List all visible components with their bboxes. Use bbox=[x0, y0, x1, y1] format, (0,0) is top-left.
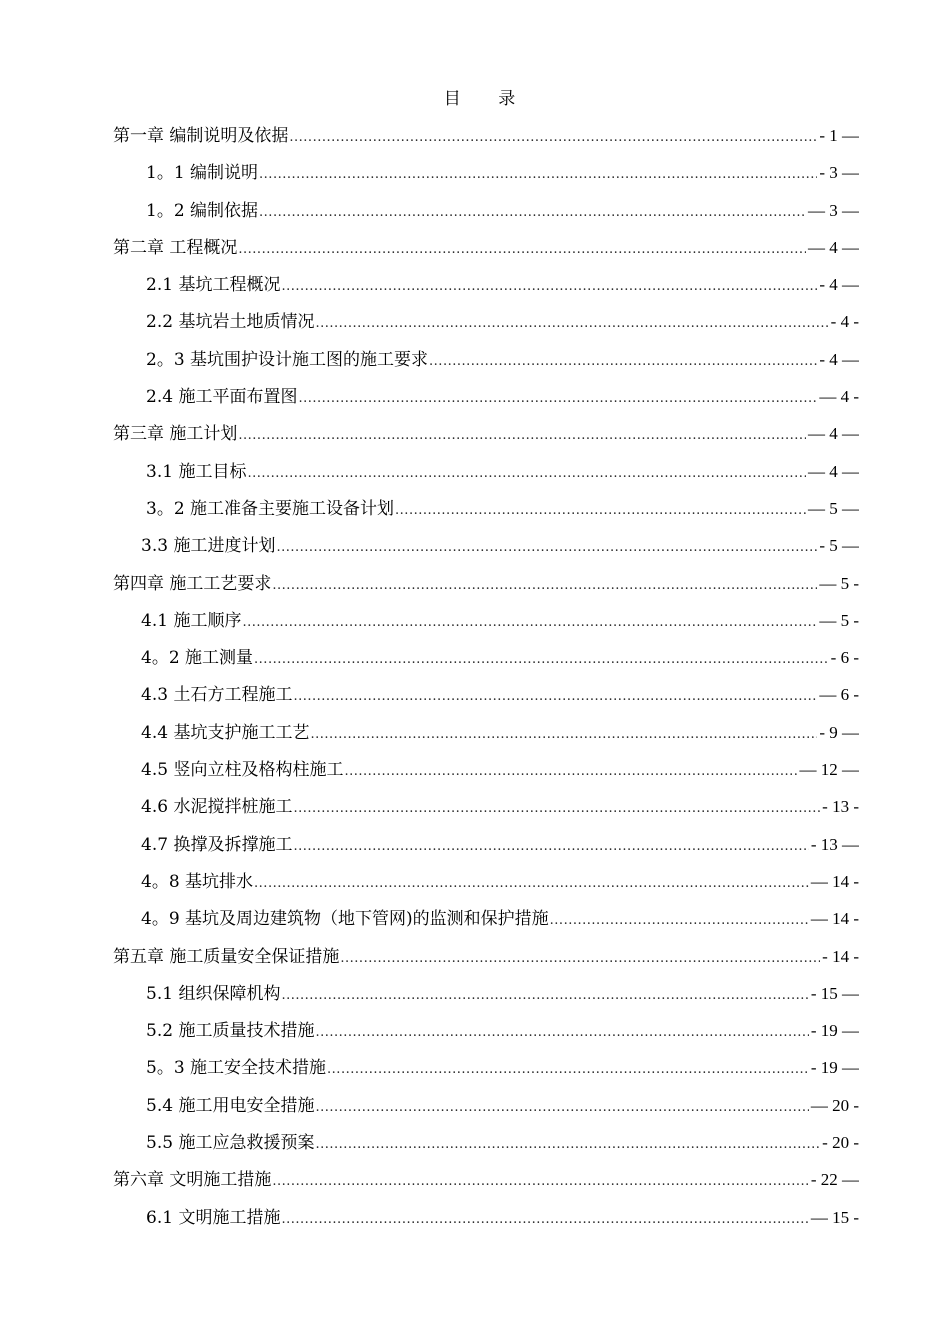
toc-dot-leader bbox=[289, 119, 817, 154]
toc-entry-label: 第三章 施工计划 bbox=[113, 424, 238, 445]
toc-section-entry[interactable] bbox=[113, 900, 859, 937]
toc-entry-page-number: - 22 — bbox=[810, 1170, 859, 1190]
toc-section-entry[interactable] bbox=[113, 639, 859, 676]
toc-dot-leader bbox=[272, 567, 817, 602]
toc-entry-label: 第二章 工程概况 bbox=[113, 237, 238, 258]
toc-entry-page-number: - 13 - bbox=[822, 797, 859, 817]
toc-entry-page-number: - 14 - bbox=[822, 946, 859, 966]
toc-entry-page-number: — 14 - bbox=[810, 871, 859, 891]
toc-entry-page-number: - 15 — bbox=[810, 983, 859, 1003]
toc-entry-label: 4。9 基坑及周边建筑物（地下管网)的监测和保护措施 bbox=[141, 909, 549, 930]
toc-entry-label: 2.4 施工平面布置图 bbox=[146, 387, 298, 408]
toc-entry-label: 5.5 施工应急救援预案 bbox=[146, 1133, 315, 1154]
toc-entry-page-number: — 4 - bbox=[819, 387, 859, 407]
toc-entry-page-number: - 4 — bbox=[819, 275, 859, 295]
toc-entry-page-number: - 3 — bbox=[819, 163, 859, 183]
toc-entry-page-number: — 4 — bbox=[808, 424, 859, 444]
toc-entry-page-number: - 19 — bbox=[810, 1021, 859, 1041]
toc-entry-label: 1。2 编制依据 bbox=[146, 200, 259, 221]
toc-section-entry[interactable] bbox=[113, 490, 859, 527]
toc-section-entry[interactable] bbox=[113, 714, 859, 751]
toc-entry-label: 第一章 编制说明及依据 bbox=[113, 126, 289, 146]
toc-dot-leader bbox=[272, 1163, 808, 1198]
toc-list bbox=[113, 117, 859, 1236]
toc-entry-label: 第四章 施工工艺要求 bbox=[113, 573, 272, 594]
toc-entry-label: 2.1 基坑工程概况 bbox=[146, 275, 281, 296]
toc-entry-page-number: — 3 — bbox=[808, 200, 859, 220]
toc-entry-label: 2.2 基坑岩土地质情况 bbox=[146, 312, 315, 333]
toc-dot-leader bbox=[344, 753, 797, 788]
toc-chapter-entry[interactable] bbox=[113, 565, 859, 602]
toc-dot-leader bbox=[242, 604, 817, 639]
toc-dot-leader bbox=[247, 455, 806, 490]
toc-dot-leader bbox=[293, 828, 808, 863]
toc-section-entry[interactable] bbox=[113, 1012, 859, 1049]
toc-section-entry[interactable] bbox=[113, 1199, 859, 1236]
toc-dot-leader bbox=[315, 1126, 820, 1161]
toc-entry-page-number: - 4 - bbox=[830, 312, 859, 332]
toc-entry-label: 5.4 施工用电安全措施 bbox=[146, 1095, 315, 1116]
toc-dot-leader bbox=[310, 716, 817, 751]
toc-section-entry[interactable] bbox=[113, 154, 859, 191]
toc-entry-label: 4.3 土石方工程施工 bbox=[141, 685, 293, 706]
toc-dot-leader bbox=[395, 492, 806, 527]
toc-entry-page-number: - 19 — bbox=[810, 1058, 859, 1078]
toc-entry-label: 5。3 施工安全技术措施 bbox=[146, 1058, 327, 1079]
toc-dot-leader bbox=[281, 977, 808, 1012]
toc-dot-leader bbox=[281, 268, 817, 303]
toc-section-entry[interactable] bbox=[113, 453, 859, 490]
toc-entry-label: 4。8 基坑排水 bbox=[141, 871, 254, 892]
toc-title: 目 录 bbox=[443, 89, 532, 109]
toc-dot-leader bbox=[293, 790, 820, 825]
toc-entry-page-number: - 20 - bbox=[822, 1133, 859, 1153]
toc-entry-page-number: — 5 - bbox=[819, 573, 859, 593]
toc-entry-page-number: - 5 — bbox=[819, 536, 859, 556]
toc-section-entry[interactable] bbox=[113, 192, 859, 229]
toc-dot-leader bbox=[315, 1014, 808, 1049]
toc-entry-label: 4。2 施工测量 bbox=[141, 648, 254, 669]
toc-section-entry[interactable] bbox=[113, 1124, 859, 1161]
toc-entry-label: 1。1 编制说明 bbox=[146, 163, 259, 184]
toc-section-entry[interactable] bbox=[113, 751, 859, 788]
toc-entry-page-number: — 4 — bbox=[808, 461, 859, 481]
toc-entry-page-number: — 6 - bbox=[819, 685, 859, 705]
toc-dot-leader bbox=[340, 940, 820, 975]
toc-section-entry[interactable] bbox=[113, 676, 859, 713]
toc-entry-page-number: — 12 — bbox=[799, 760, 859, 780]
toc-section-entry[interactable] bbox=[113, 788, 859, 825]
toc-section-entry[interactable] bbox=[113, 602, 859, 639]
toc-chapter-entry[interactable] bbox=[113, 1161, 859, 1198]
toc-entry-label: 4.4 基坑支护施工工艺 bbox=[141, 722, 310, 743]
toc-entry-label: 5.2 施工质量技术措施 bbox=[146, 1021, 315, 1042]
toc-chapter-entry[interactable] bbox=[113, 415, 859, 452]
toc-entry-label: 第五章 施工质量安全保证措施 bbox=[113, 946, 340, 967]
toc-dot-leader bbox=[315, 1089, 808, 1124]
toc-entry-page-number: — 5 - bbox=[819, 610, 859, 630]
toc-entry-label: 6.1 文明施工措施 bbox=[146, 1207, 281, 1228]
toc-dot-leader bbox=[259, 156, 817, 191]
toc-section-entry[interactable] bbox=[113, 975, 859, 1012]
toc-dot-leader bbox=[281, 1201, 808, 1236]
toc-section-entry[interactable] bbox=[113, 527, 859, 564]
toc-entry-page-number: - 9 — bbox=[819, 722, 859, 742]
toc-entry-label: 3。2 施工准备主要施工设备计划 bbox=[146, 498, 395, 519]
toc-section-entry[interactable] bbox=[113, 378, 859, 415]
toc-entry-page-number: — 14 - bbox=[810, 909, 859, 929]
toc-entry-label: 4.6 水泥搅拌桩施工 bbox=[141, 797, 293, 818]
toc-dot-leader bbox=[327, 1051, 809, 1086]
toc-entry-label: 4.1 施工顺序 bbox=[141, 610, 242, 631]
toc-dot-leader bbox=[276, 529, 817, 564]
toc-entry-label: 2。3 基坑围护设计施工图的施工要求 bbox=[146, 349, 429, 370]
toc-chapter-entry[interactable] bbox=[113, 117, 859, 154]
toc-chapter-entry[interactable] bbox=[113, 938, 859, 975]
toc-entry-page-number: — 20 - bbox=[810, 1095, 859, 1115]
toc-dot-leader bbox=[254, 865, 809, 900]
toc-entry-label: 3.1 施工目标 bbox=[146, 461, 247, 482]
toc-entry-label: 4.5 竖向立柱及格构柱施工 bbox=[141, 760, 344, 781]
toc-dot-leader bbox=[259, 194, 806, 229]
toc-entry-label: 5.1 组织保障机构 bbox=[146, 983, 281, 1004]
toc-dot-leader bbox=[550, 902, 809, 937]
toc-section-entry[interactable] bbox=[113, 863, 859, 900]
toc-dot-leader bbox=[238, 417, 806, 452]
toc-dot-leader bbox=[254, 641, 829, 676]
toc-dot-leader bbox=[293, 678, 817, 713]
toc-section-entry[interactable] bbox=[113, 826, 859, 863]
toc-entry-label: 第六章 文明施工措施 bbox=[113, 1170, 272, 1191]
toc-chapter-entry[interactable] bbox=[113, 229, 859, 266]
toc-entry-label: 4.7 换撑及拆撑施工 bbox=[141, 834, 293, 855]
toc-entry-page-number: - 1 — bbox=[819, 126, 859, 145]
toc-section-entry[interactable] bbox=[113, 1049, 859, 1086]
toc-dot-leader bbox=[315, 305, 828, 340]
toc-entry-page-number: — 5 — bbox=[808, 498, 859, 518]
toc-dot-leader bbox=[238, 231, 806, 266]
toc-entry-page-number: — 15 - bbox=[810, 1207, 859, 1227]
toc-entry-page-number: - 4 — bbox=[819, 349, 859, 369]
toc-entry-page-number: - 13 — bbox=[810, 834, 859, 854]
toc-dot-leader bbox=[298, 380, 817, 415]
toc-section-entry[interactable] bbox=[113, 303, 859, 340]
toc-section-entry[interactable] bbox=[113, 1087, 859, 1124]
toc-section-entry[interactable] bbox=[113, 341, 859, 378]
toc-entry-page-number: — 4 — bbox=[808, 237, 859, 257]
toc-dot-leader bbox=[429, 343, 817, 378]
toc-entry-page-number: - 6 - bbox=[830, 648, 859, 668]
toc-section-entry[interactable] bbox=[113, 266, 859, 303]
toc-entry-label: 3.3 施工进度计划 bbox=[141, 536, 276, 557]
